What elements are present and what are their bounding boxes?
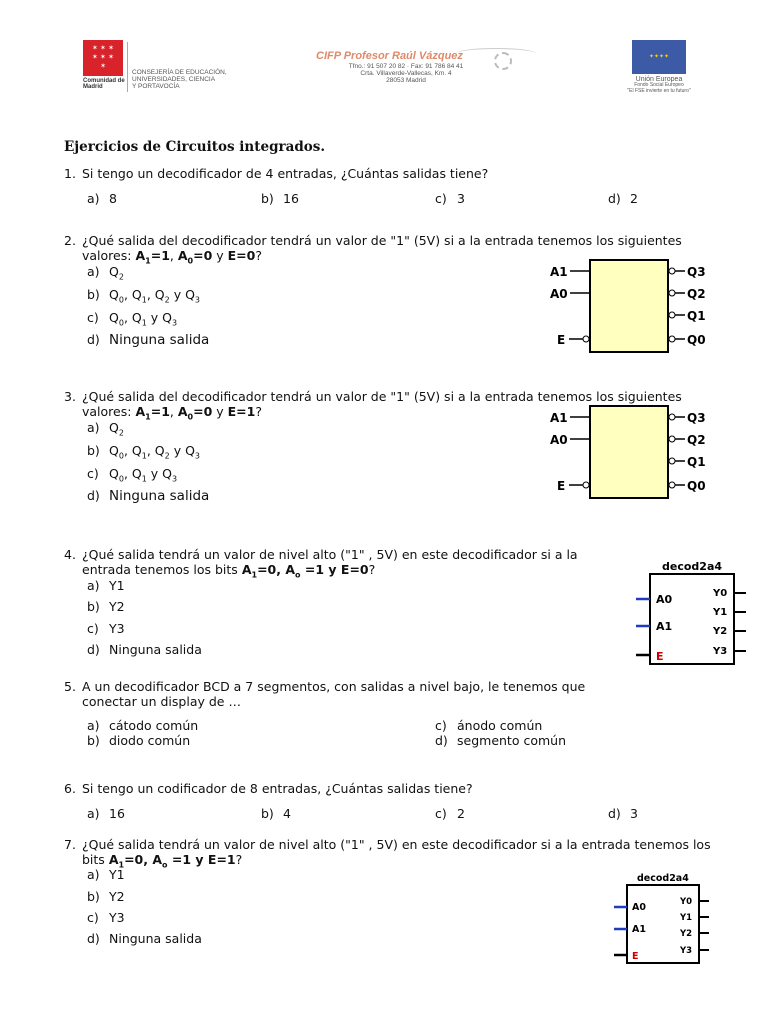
pin-y2: Y2	[680, 929, 693, 939]
school-contact: Tfno.: 91 507 20 82 · Fax: 91 786 84 41 Crta. Villaverde-Vallecas, Km. 4 28053 Madrid	[348, 63, 464, 84]
school-name: CIFP Profesor Raúl Vázquez	[316, 50, 463, 62]
pin-a1: A1	[550, 265, 568, 279]
q2-option-a[interactable]: a) $Q_2$	[87, 264, 124, 282]
pin-a0: A0	[656, 593, 673, 606]
q4-option-b[interactable]: b) Y2	[87, 599, 125, 614]
q6-option-a[interactable]: a) 16	[87, 806, 125, 821]
eu-motto: "El FSE invierte en tu futuro"	[627, 87, 691, 94]
decod-title: decod2a4	[637, 873, 689, 884]
pin-q3: Q3	[687, 411, 706, 425]
school-logo	[316, 50, 546, 100]
pin-y3: Y3	[680, 946, 693, 956]
q5-option-c[interactable]: c) ánodo común	[435, 718, 543, 733]
q6-option-d[interactable]: d) 3	[608, 806, 638, 821]
q4-option-d[interactable]: d) Ninguna salida	[87, 642, 202, 657]
q4-option-a[interactable]: a) Y1	[87, 578, 125, 593]
question-2: 2. ¿Qué salida del decodificador tendrá un valor de "1" (5V) si a la entrada tenemos los siguientes valores: $A_1=1$, $A_0=0$ y E=0?	[64, 233, 682, 266]
chip-body	[590, 260, 668, 352]
q2-option-c[interactable]: c) $Q_0$, $Q_1$ y $Q_3$	[87, 310, 178, 328]
pin-y0: Y0	[713, 588, 728, 599]
q3-option-c[interactable]: c) $Q_0$, $Q_1$ y $Q_3$	[87, 466, 178, 484]
q5-option-a[interactable]: a) cátodo común	[87, 718, 199, 733]
question-3: 3. ¿Qué salida del decodificador tendrá un valor de "1" (5V) si a la entrada tenemos los siguientes valores: $A_1=1$, $A_0=0$ y E=1?	[64, 389, 682, 422]
header-divider	[127, 42, 128, 92]
pin-y3: Y3	[713, 646, 728, 657]
question-4: 4. ¿Qué salida tendrá un valor de nivel alto ("1" , 5V) en este decodificador si a la entrada tenemos los bits $A_1=0$, $A_o =1$ y E=0?	[64, 547, 578, 580]
pin-a1: A1	[632, 924, 646, 935]
pin-y0: Y0	[680, 897, 693, 907]
pin-q1: Q1	[687, 309, 706, 323]
pin-e: E	[557, 333, 566, 347]
decod-title: decod2a4	[662, 560, 723, 573]
madrid-consejeria: CONSEJERÍA DE EDUCACIÓN, UNIVERSIDADES, CIENCIA Y PORTAVOCÍA	[132, 69, 227, 90]
question-1-text: Si tengo un decodificador de 4 entradas, ¿Cuántas salidas tiene?	[82, 166, 489, 181]
q6-option-c[interactable]: c) 2	[435, 806, 465, 821]
q1-option-d[interactable]: d) 2	[608, 191, 638, 206]
decoder-diagram-q3	[545, 401, 725, 501]
q7-option-c[interactable]: c) Y3	[87, 910, 125, 925]
madrid-stars-icon: ✶ ✶ ✶ ✶ ✶ ✶ ✶	[83, 40, 123, 76]
pin-e: E	[656, 650, 664, 663]
q3-option-a[interactable]: a) $Q_2$	[87, 420, 124, 438]
q5-option-d[interactable]: d) segmento común	[435, 733, 566, 748]
eu-name: Unión Europea	[635, 76, 683, 83]
pin-a0: A0	[550, 433, 568, 447]
pin-q3: Q3	[687, 265, 706, 279]
decod2a4-diagram-q7	[612, 870, 724, 968]
pin-q0: Q0	[687, 479, 706, 493]
pin-y2: Y2	[713, 626, 728, 637]
chip-body	[590, 406, 668, 498]
eu-fund: Fondo Social Europeo	[634, 82, 684, 89]
pin-a0: A0	[632, 902, 646, 913]
pin-q2: Q2	[687, 433, 706, 447]
q2-option-b[interactable]: b) $Q_0$, $Q_1$, $Q_2$ y $Q_3$	[87, 287, 200, 305]
pin-a1: A1	[550, 411, 568, 425]
pin-e: E	[632, 951, 639, 962]
q1-option-b[interactable]: b) 16	[261, 191, 299, 206]
pin-q2: Q2	[687, 287, 706, 301]
eu-logo	[618, 40, 700, 100]
question-6: 6. Si tengo un codificador de 8 entradas, ¿Cuántas salidas tiene?	[64, 781, 473, 796]
q7-option-d[interactable]: d) Ninguna salida	[87, 931, 202, 946]
pin-e: E	[557, 479, 566, 493]
q2-option-d[interactable]: d) Ninguna salida	[87, 332, 210, 348]
q3-option-d[interactable]: d) Ninguna salida	[87, 488, 210, 504]
eu-flag-icon: ✦✦✦✦	[632, 40, 686, 74]
pin-q0: Q0	[687, 333, 706, 347]
q7-option-a[interactable]: a) Y1	[87, 867, 125, 882]
question-1: 1. Si tengo un decodificador de 4 entradas, ¿Cuántas salidas tiene?	[64, 166, 489, 181]
pin-q1: Q1	[687, 455, 706, 469]
q3-option-b[interactable]: b) $Q_0$, $Q_1$, $Q_2$ y $Q_3$	[87, 443, 200, 461]
question-7: 7. ¿Qué salida tendrá un valor de nivel alto ("1" , 5V) en este decodificador si a la entrada tenemos los bits $A_1=0$, $A_o =1$ y E=1?	[64, 837, 711, 870]
question-5: 5. A un decodificador BCD a 7 segmentos, con salidas a nivel bajo, le tenemos que conectar un display de …	[64, 679, 586, 709]
q1-option-a[interactable]: a) 8	[87, 191, 117, 206]
madrid-org-label: Comunidad de Madrid	[83, 78, 125, 91]
pin-y1: Y1	[680, 913, 693, 923]
madrid-logo	[83, 40, 125, 92]
decoder-diagram-q2	[545, 255, 725, 355]
pin-a0: A0	[550, 287, 568, 301]
page-title: Ejercicios de Circuitos integrados.	[64, 139, 326, 155]
pin-a1: A1	[656, 620, 673, 633]
q6-option-b[interactable]: b) 4	[261, 806, 291, 821]
decod2a4-diagram-q4	[632, 556, 760, 668]
q5-option-b[interactable]: b) diodo común	[87, 733, 191, 748]
pin-y1: Y1	[713, 607, 728, 618]
q4-option-c[interactable]: c) Y3	[87, 621, 125, 636]
q7-option-b[interactable]: b) Y2	[87, 889, 125, 904]
q1-option-c[interactable]: c) 3	[435, 191, 465, 206]
swoosh-line	[456, 48, 536, 59]
